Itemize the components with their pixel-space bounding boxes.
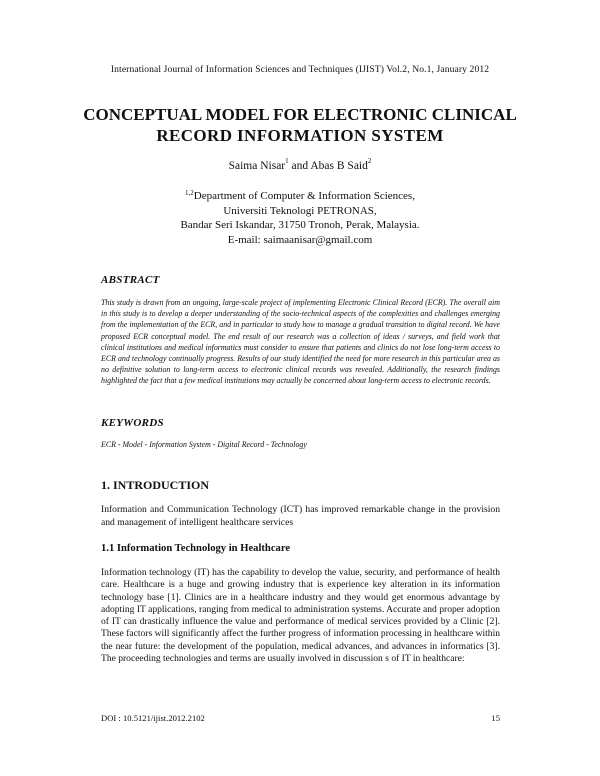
author-1-name: Saima Nisar [228, 160, 286, 172]
title-line-2: RECORD INFORMATION SYSTEM [156, 126, 444, 145]
section-1-1-heading: 1.1 Information Technology in Healthcare [101, 543, 291, 554]
abstract-text: This study is drawn from an ongoing, large-scale project of implementing Electronic Clinical Record (ECR). The overall aim in this study is to develop a deeper understanding of the socio-technical aspects of the complexities and challenges emerging from the implementation of the ECR, and in particular to study how to manage a gradual transition to digital record. We have proposed ECR conceptual model. The end result of our research was a collection of ideas / surveys, and field work that clinical institutions and medical informatics must consider to ensure that patients and clinics do not lose long-term access to ECR and technology continually progress. Results of our study identified the need for more research in this particular area as no definitive solution to long-term access to electronic clinical records was revealed. Additionally, the research findings highlighted the fact that a few medical institutions may actually be concerned about long-term access to electronic records. [101, 298, 500, 386]
abstract-heading: ABSTRACT [101, 274, 160, 286]
affiliation-department: Department of Computer & Information Sciences, [193, 190, 415, 202]
affiliation-block [0, 189, 600, 247]
page-number: 15 [491, 713, 500, 723]
introduction-text: Information and Communication Technology (ICT) has improved remarkable change in the provision and management of intelligent healthcare services [101, 504, 500, 528]
footer-doi: DOI : 10.5121/ijist.2012.2102 [101, 713, 205, 723]
affiliation-superscript: 1,2 [185, 189, 194, 197]
introduction-heading: 1. INTRODUCTION [101, 478, 210, 492]
affiliation-email: E-mail: saimaanisar@gmail.com [227, 233, 373, 246]
author-2-superscript: 2 [367, 157, 372, 165]
affiliation-university: Universiti Teknologi PETRONAS, [223, 204, 377, 217]
keywords-text: ECR - Model - Information System - Digital Record - Technology [101, 440, 307, 449]
author-list [0, 157, 600, 172]
author-2-name: Abas B Said [310, 160, 368, 172]
affiliation-department-line [0, 189, 600, 204]
section-1-1-text: Information technology (IT) has the capability to develop the value, security, and performance of health care. Healthcare is a huge and growing industry that is experience key alteration in its information technology base [1]. Clinics are in a healthcare industry and they would get enormous advantage by adopting IT applications, ranging from medical to administration systems. Accurate and proper adoption of IT can drastically influence the value and performance of medical services provided by a Clinic [2]. These factors will significantly affect the further progress of information processing in healthcare within the near future: the development of the population, medical advances, and advances in informatics [3]. The proceeding technologies and terms are usually involved in discussion s of IT in healthcare: [101, 567, 500, 665]
author-connector: and [288, 160, 311, 172]
affiliation-address: Bandar Seri Iskandar, 31750 Tronoh, Perak, Malaysia. [180, 219, 420, 231]
journal-header: International Journal of Information Sciences and Techniques (IJIST) Vol.2, No.1, January 2012 [110, 64, 490, 75]
keywords-heading: KEYWORDS [101, 417, 164, 429]
author-1-superscript: 1 [285, 157, 289, 165]
title-line-1: CONCEPTUAL MODEL FOR ELECTRONIC CLINICAL [83, 105, 517, 124]
paper-title [80, 104, 520, 146]
